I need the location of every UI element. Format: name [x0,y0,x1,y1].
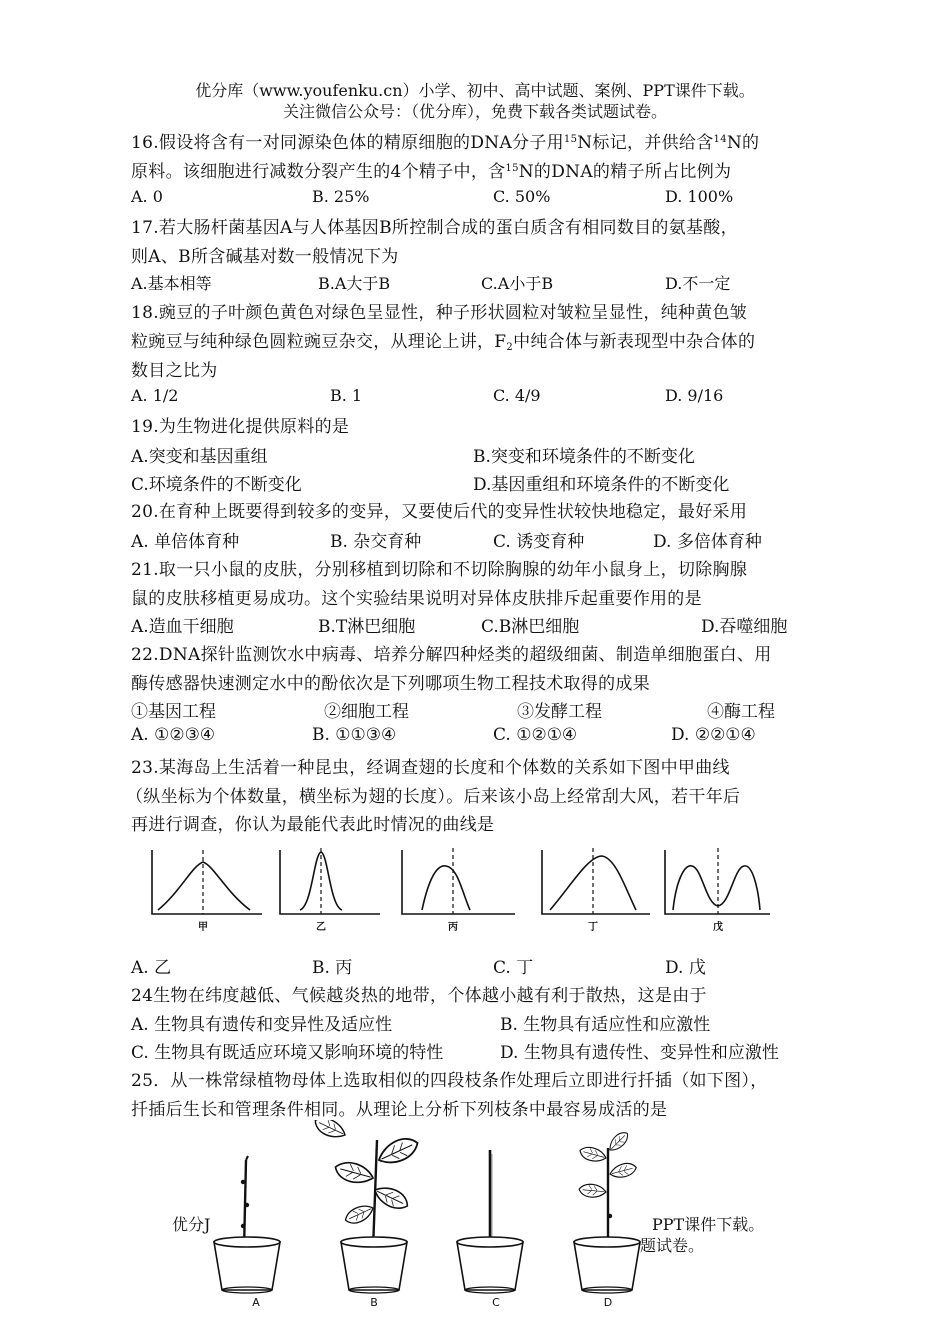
q16-option-d: D. 100% [665,187,734,206]
q18-option-d: D. 9/16 [665,386,724,405]
graph-ding [542,848,650,914]
q24-option-c: C. 生物具有既适应环境又影响环境的特性 [131,1043,444,1063]
q25-line-2: 扦插后生长和管理条件相同。从理论上分析下列枝条中最容易成活的是 [131,1100,668,1120]
plant-a [214,1156,280,1293]
q21-line-2: 鼠的皮肤移植更易成功。这个实验结果说明对异体皮肤排斥起重要作用的是 [131,589,702,609]
q17-option-d: D.不一定 [665,274,731,293]
q20-option-a: A. 单倍体育种 [131,532,240,552]
q25-line-1: 25．从一株常绿植物母体上选取相似的四段枝条作处理后立即进行扦插（如下图）， [131,1071,768,1091]
q18-option-c: C. 4/9 [493,386,541,405]
q16-line-1: 16.假设将含有一对同源染色体的精原细胞的DNA分子用$^{15}$N标记，并供给含$^{14}$N的 [131,133,760,153]
plant-label-d: D [603,1296,613,1309]
q22-item-3: ③发酵工程 [517,702,602,722]
q19-line-1: 19.为生物进化提供原料的是 [131,417,350,437]
footer-right-2: 题试卷。 [640,1236,705,1255]
graph-jia [152,850,262,914]
footer-left: 优分J [172,1215,211,1234]
q19-option-d: D.基因重组和环境条件的不断变化 [473,475,730,495]
q22-option-c: C. ①②①④ [493,725,578,745]
q22-option-a: A. ①②③④ [131,725,216,745]
q19-option-a: A.突变和基因重组 [131,447,268,467]
graph-wu [665,848,770,914]
q22-option-b: B. ①①③④ [312,725,397,745]
q20-line-1: 20.在育种上既要得到较多的变异，又要使后代的变异性状较快地稳定，最好采用 [131,502,748,522]
q19-option-c: C.环境条件的不断变化 [131,475,302,495]
q21-option-d: D.吞噬细胞 [701,617,788,637]
q21-option-a: A.造血干细胞 [131,617,234,637]
q24-option-d: D. 生物具有遗传性、变异性和应激性 [500,1043,779,1063]
header-line-2: 关注微信公众号：（优分库），免费下载各类试题试卷。 [282,102,667,121]
plant-label-b: B [370,1296,378,1309]
q23-option-b: B. 丙 [312,958,353,978]
q16-line-2: 原料。该细胞进行减数分裂产生的4个精子中，含$^{15}$N的DNA的精子所占比例为 [131,162,732,182]
q24-option-b: B. 生物具有适应性和应激性 [500,1015,711,1035]
q22-line-2: 酶传感器快速测定水中的酚依次是下列哪项生物工程技术取得的成果 [131,674,650,694]
q18-line-3: 数目之比为 [131,361,218,381]
graph-yi [280,848,380,914]
plant-d [574,1129,640,1293]
q22-item-4: ④酶工程 [707,702,775,722]
footer-right-1: PPT课件下载。 [652,1215,765,1234]
q23-line-2: （纵坐标为个体数量，横坐标为翅的长度）。后来该小岛上经常刮大风，若干年后 [126,787,741,807]
plant-label-c: C [492,1296,500,1309]
graph-bing [402,848,515,914]
q23-line-3: 再进行调查，你认为最能代表此时情况的曲线是 [131,815,495,835]
q21-option-c: C.B淋巴细胞 [481,617,580,637]
q25-cutting-figure [200,1120,660,1315]
q18-option-a: A. 1/2 [131,386,179,405]
q17-option-a: A.基本相等 [131,274,212,293]
q16-option-c: C. 50% [493,187,551,206]
q20-option-d: D. 多倍体育种 [653,532,762,552]
q17-line-2: 则A、B所含碱基对数一般情况下为 [131,247,399,267]
q17-option-c: C.A小于B [481,274,554,293]
q22-option-d: D. ②②①④ [671,725,756,745]
q23-curve-graphs [140,842,780,937]
graph-label-ding: 丁 [588,922,598,933]
plant-b [312,1120,422,1293]
q24-option-a: A. 生物具有遗传和变异性及适应性 [131,1015,393,1035]
plant-c [457,1150,523,1293]
q23-line-1: 23.某海岛上生活着一种昆虫，经调查翅的长度和个体数的关系如下图中甲曲线 [131,758,730,778]
q23-option-d: D. 戊 [665,958,706,978]
q18-option-b: B. 1 [330,386,363,405]
plant-label-a: A [252,1296,260,1309]
q18-line-2: 粒豌豆与纯种绿色圆粒豌豆杂交，从理论上讲，$F_2$中纯合体与新表现型中杂合体的 [131,332,756,353]
q20-option-b: B. 杂交育种 [330,532,422,552]
q22-item-2: ②细胞工程 [324,702,409,722]
q18-line-1: 18.豌豆的子叶颜色黄色对绿色呈显性，种子形状圆粒对皱粒呈显性，纯种黄色皱 [131,303,748,323]
q17-option-b: B.A大于B [318,274,391,293]
header-line-1: 优分库（www.youfenku.cn）小学、初中、高中试题、案例、PPT课件下载。 [195,81,755,100]
q22-line-1: 22.DNA探针监测饮水中病毒、培养分解四种烃类的超级细菌、制造单细胞蛋白、用 [131,645,772,665]
q23-option-a: A. 乙 [131,958,172,978]
graph-label-bing: 丙 [448,922,458,933]
q20-option-c: C. 诱变育种 [493,532,585,552]
graph-label-jia: 甲 [198,922,208,933]
q21-option-b: B.T淋巴细胞 [318,617,416,637]
q22-item-1: ①基因工程 [131,702,216,722]
q23-option-c: C. 丁 [493,958,534,978]
q19-option-b: B.突变和环境条件的不断变化 [473,447,695,467]
q21-line-1: 21.取一只小鼠的皮肤，分别移植到切除和不切除胸腺的幼年小鼠身上，切除胸腺 [131,560,748,580]
q16-option-a: A. 0 [131,187,163,206]
graph-label-wu: 戊 [713,922,723,933]
q17-line-1: 17.若大肠杆菌基因A与人体基因B所控制合成的蛋白质含有相同数目的氨基酸， [131,218,738,238]
q24-line-1: 24生物在纬度越低、气候越炎热的地带，个体越小越有利于散热，这是由于 [131,986,707,1006]
graph-label-yi: 乙 [316,922,326,933]
q16-option-b: B. 25% [312,187,370,206]
